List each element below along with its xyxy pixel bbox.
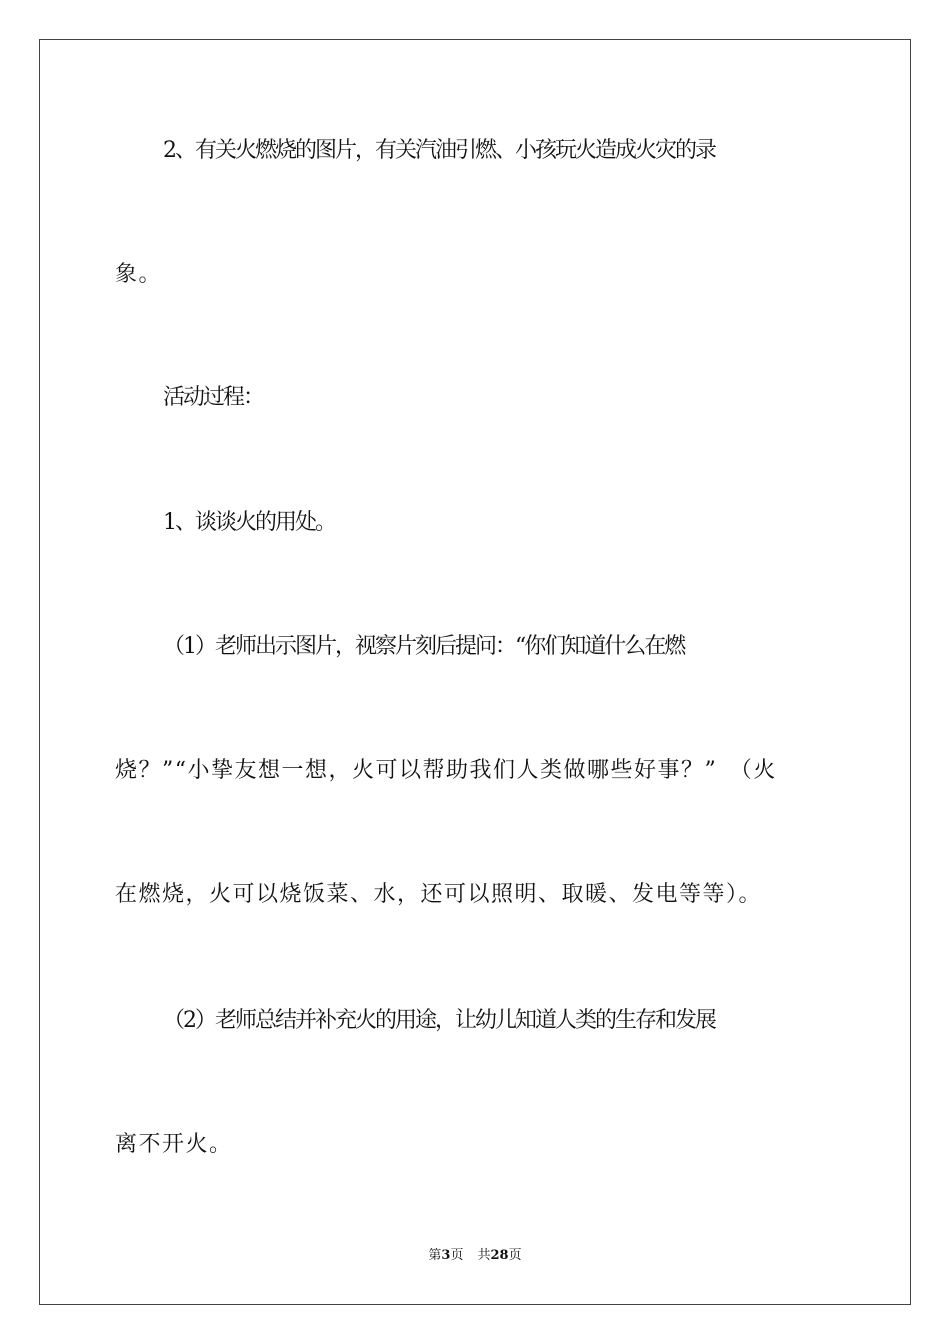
page-footer bbox=[0, 1247, 950, 1265]
footer-total-suffix: 页 bbox=[508, 1248, 522, 1263]
paragraph-line-7: 在燃烧，火可以烧饭菜、水，还可以照明、取暖、发电等等）。 bbox=[115, 882, 763, 907]
footer-page-prefix: 第 bbox=[428, 1248, 442, 1263]
paragraph-line-9: 离不开火。 bbox=[115, 1132, 233, 1157]
paragraph-line-8: （2）老师总结并补充火的用途，让幼儿知道人类的生存和发展 bbox=[163, 1008, 715, 1033]
paragraph-line-6: 烧？”“小挚友想一想，火可以帮助我们人类做哪些好事？” （火 bbox=[115, 758, 777, 783]
footer-page-suffix: 页 bbox=[450, 1248, 464, 1263]
footer-total-pages: 28 bbox=[490, 1248, 509, 1263]
footer-page-number: 3 bbox=[441, 1248, 451, 1263]
paragraph-line-2: 象。 bbox=[115, 262, 163, 287]
section-heading-activity-process: 活动过程： bbox=[163, 385, 264, 410]
page-border bbox=[39, 39, 911, 1305]
footer-total-prefix: 共 bbox=[477, 1248, 491, 1263]
paragraph-line-5: （1）老师出示图片，视察片刻后提问：“你们知道什么在燃 bbox=[163, 634, 685, 659]
paragraph-line-1: 2、有关火燃烧的图片，有关汽油引燃、小孩玩火造成火灾的录 bbox=[163, 138, 715, 163]
paragraph-line-4: 1、谈谈火的用处。 bbox=[163, 510, 335, 535]
